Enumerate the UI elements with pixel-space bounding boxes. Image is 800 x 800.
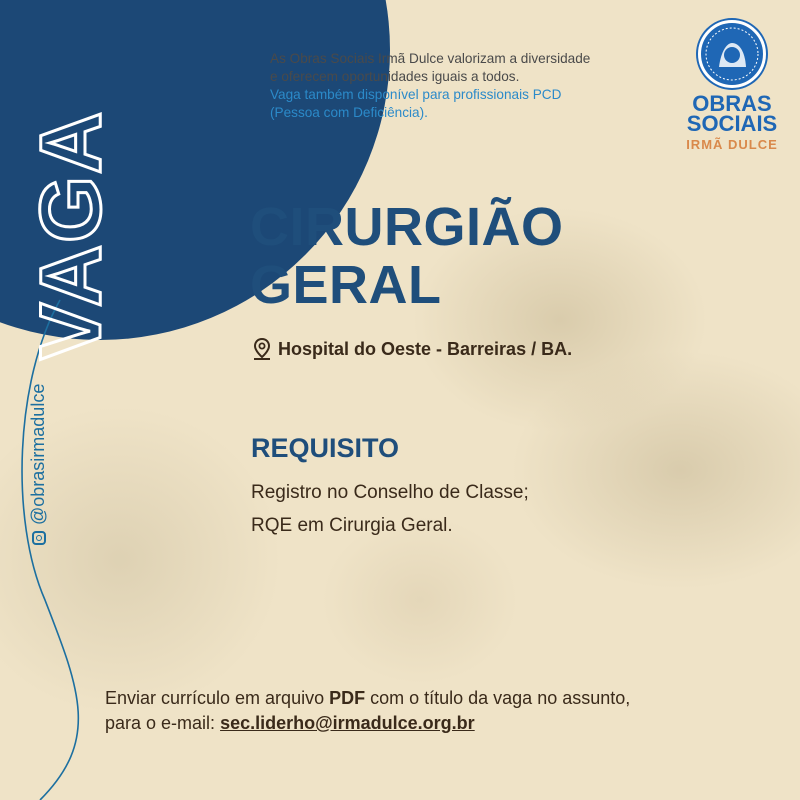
obras-sociais-logo: [672, 20, 792, 152]
pdf-label: PDF: [329, 688, 366, 708]
instagram-handle[interactable]: [28, 384, 49, 545]
intro-line-2: e oferecem oportunidades iguais a todos.: [270, 69, 520, 84]
vaga-vertical-text: [23, 40, 119, 360]
instagram-handle-text: @obrasirmadulce: [28, 383, 48, 525]
footer-text-2: com o título da vaga no assunto,: [365, 688, 631, 708]
instagram-icon: [32, 531, 46, 545]
location-pin-icon: [252, 337, 272, 361]
intro-line-3: Vaga também disponível para profissionais PCD: [270, 87, 562, 102]
logo-line-2: SOCIAIS: [686, 111, 778, 136]
footer-text-1: Enviar currículo em arquivo: [105, 688, 330, 708]
svg-text:VAGA: VAGA: [23, 109, 119, 360]
job-location: [252, 337, 572, 361]
requirements-list: [251, 482, 529, 548]
application-instructions: [105, 686, 630, 736]
intro-line-1: As Obras Sociais Irmã Dulce valorizam a diversidade: [270, 51, 591, 66]
logo-badge-icon: [698, 20, 766, 88]
location-text: Hospital do Oeste - Barreiras / BA.: [278, 338, 573, 359]
job-title-line-2: GERAL: [250, 255, 442, 315]
intro-line-4: (Pessoa com Deficiência).: [270, 105, 428, 120]
job-title-line-1: CIRURGIÃO: [250, 197, 564, 257]
diversity-statement: [270, 50, 690, 122]
logo-line-1: OBRAS: [692, 91, 772, 116]
logo-line-3: IRMÃ DULCE: [686, 137, 778, 152]
footer-text-3: para o e-mail:: [105, 713, 221, 733]
requirement-item: Registro no Conselho de Classe;: [251, 482, 529, 503]
requirement-item: RQE em Cirurgia Geral.: [251, 515, 453, 536]
requirements-heading: REQUISITO: [251, 433, 400, 463]
job-title: [250, 198, 564, 314]
email-link[interactable]: sec.liderho@irmadulce.org.br: [220, 713, 475, 733]
